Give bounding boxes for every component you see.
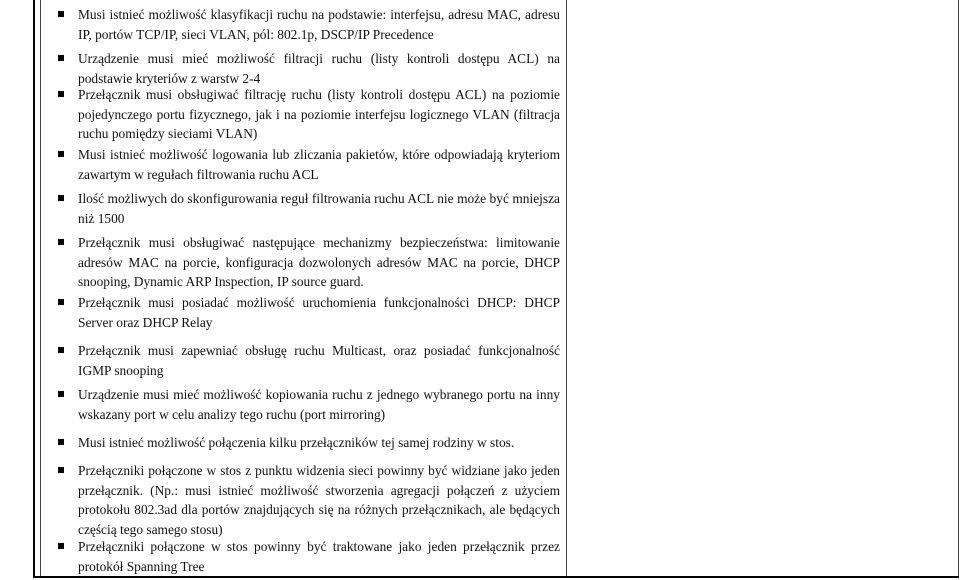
list-item-text: Przełączniki połączone w stos z punktu widzenia sieci powinny być widziane jako jeden przełącznik. (Np.: musi istnieć możliwość stworzenia agregacji połączeń z użyciem protokołu 802.3ad dla portów znajdujących się na różnych przełącznikach, ale będących częścią tego samego stosu) — [78, 463, 560, 537]
table-border-right — [958, 0, 959, 577]
table-border-bottom — [33, 576, 959, 578]
bullet-icon — [58, 347, 64, 353]
list-item-text: Przełączniki połączone w stos powinny być traktowane jako jeden przełącznik przez protokół Spanning Tree — [78, 539, 560, 574]
list-item — [58, 537, 560, 576]
table-border-column-right — [566, 0, 567, 577]
bullet-icon — [58, 299, 64, 305]
bullet-icon — [58, 467, 64, 473]
list-item-text: Przełącznik musi obsługiwać filtrację ruchu (listy kontroli dostępu ACL) na poziomie pojedynczego portu fizycznego, jak i na poziomie interfejsu logicznego VLAN (filtracja ruchu pomiędzy sieciami VLAN) — [78, 87, 560, 141]
list-item — [58, 433, 560, 453]
list-item-text: Musi istnieć możliwość klasyfikacji ruchu na podstawie: interfejsu, adresu MAC, adresu IP, portów TCP/IP, sieci VLAN, pól: 802.1p, DSCP/IP Precedence — [78, 7, 560, 42]
bullet-icon — [58, 151, 64, 157]
list-item — [58, 49, 560, 88]
list-item — [58, 341, 560, 380]
list-item-text: Musi istnieć możliwość połączenia kilku przełączników tej samej rodziny w stos. — [78, 435, 515, 450]
bullet-icon — [58, 11, 64, 17]
bullet-icon — [58, 543, 64, 549]
list-item — [58, 5, 560, 44]
bullet-icon — [58, 55, 64, 61]
bullet-icon — [58, 439, 64, 445]
list-item-text: Przełącznik musi posiadać możliwość uruchomienia funkcjonalności DHCP: DHCP Server oraz DHCP Relay — [78, 295, 560, 330]
list-item-text: Urządzenie musi mieć możliwość filtracji ruchu (listy kontroli dostępu ACL) na podstawie kryteriów z warstw 2-4 — [78, 51, 560, 86]
list-item-text: Urządzenie musi mieć możliwość kopiowania ruchu z jednego wybranego portu na inny wskazany port w celu analizy tego ruchu (port mirroring) — [78, 387, 560, 422]
table-border-left — [33, 0, 35, 577]
list-item — [58, 85, 560, 144]
list-item — [58, 385, 560, 424]
bullet-icon — [58, 391, 64, 397]
list-item-text: Ilość możliwych do skonfigurowania reguł filtrowania ruchu ACL nie może być mniejsza niż 1500 — [78, 191, 560, 226]
list-item-text: Musi istnieć możliwość logowania lub zliczania pakietów, które odpowiadają kryteriom zawartym w regułach filtrowania ruchu ACL — [78, 147, 560, 182]
bullet-icon — [58, 239, 64, 245]
list-item — [58, 293, 560, 332]
list-item — [58, 233, 560, 292]
bullet-icon — [58, 91, 64, 97]
table-border-column — [40, 0, 41, 577]
list-item — [58, 189, 560, 228]
bullet-icon — [58, 195, 64, 201]
list-item — [58, 145, 560, 184]
list-item-text: Przełącznik musi obsługiwać następujące mechanizmy bezpieczeństwa: limitowanie adresów MAC na porcie, konfiguracja dozwolonych adresów MAC na porcie, DHCP snooping, Dynamic ARP Inspection, IP source guard. — [78, 235, 560, 289]
list-item-text: Przełącznik musi zapewniać obsługę ruchu Multicast, oraz posiadać funkcjonalność IGMP snooping — [78, 343, 560, 378]
list-item — [58, 461, 560, 539]
